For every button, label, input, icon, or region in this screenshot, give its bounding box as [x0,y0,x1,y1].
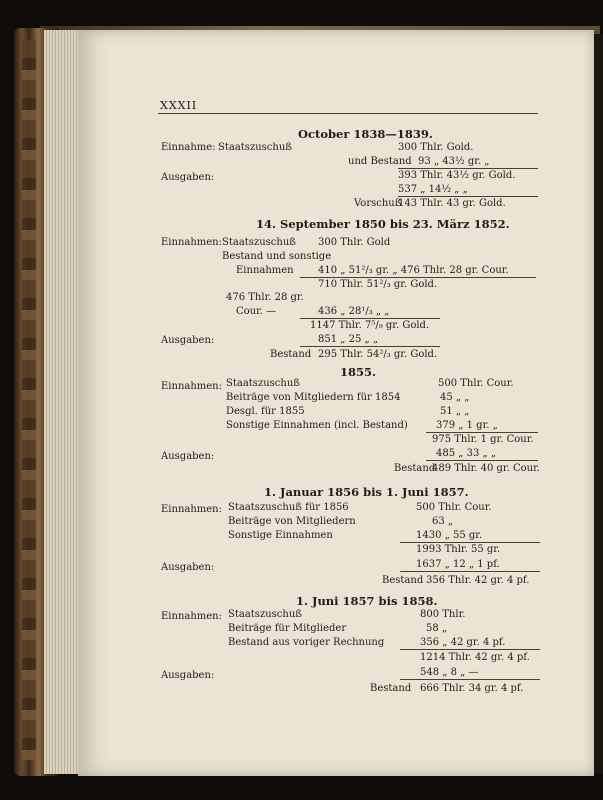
section-title: 1855. [340,365,377,379]
sum-rule [398,168,538,169]
page-number: XXXII [160,99,198,112]
row-text: Beiträge von Mitgliedern für 1854 [226,392,401,403]
row-label: Ausgaben: [161,335,215,346]
section-title: October 1838—1839. [298,127,433,141]
row-text: Vorschuß [354,198,402,209]
row-label: Einnahme: [161,142,216,153]
row-text: Bestand und sonstige [222,251,332,262]
row-label: Ausgaben: [161,451,215,462]
row-values: 500 Thlr. Cour. [438,378,514,389]
row-values: 58 „ [426,623,448,634]
row-values: 356 Thlr. 42 gr. 4 pf. [426,575,530,586]
row-text: Beiträge von Mitgliedern [228,516,356,527]
row-values: 300 Thlr. Gold. [398,142,474,153]
row-label: Einnahmen: [161,611,222,622]
row-label: Ausgaben: [161,670,215,681]
row-values: 45 „ „ [440,392,470,403]
sum-rule [400,542,540,543]
sum-rule [400,571,540,572]
row-text: Staatszuschuß [222,237,296,248]
row-values: 1430 „ 55 gr. [416,530,483,541]
row-text: Desgl. für 1855 [226,406,305,417]
row-values: 537 „ 14½ „ „ [398,184,468,195]
section-title: 1. Januar 1856 bis 1. Juni 1857. [264,485,469,499]
row-values: 548 „ 8 „ — [420,667,479,678]
section-title: 1. Juni 1857 bis 1858. [296,594,438,608]
row-values: 666 Thlr. 34 gr. 4 pf. [420,683,524,694]
row-values: 1147 Thlr. 7⁵/₉ gr. Gold. [310,320,430,331]
row-values: 1214 Thlr. 42 gr. 4 pf. [420,652,530,663]
row-text: Staatszuschuß [226,378,300,389]
row-values: 295 Thlr. 54²/₃ gr. Gold. [318,349,438,360]
sum-rule [400,649,540,650]
row-values: 710 Thlr. 51²/₃ gr. Gold. [318,279,438,290]
sum-rule [300,346,440,347]
row-text: und Bestand [348,156,412,167]
sum-rule [300,277,536,278]
sum-rule [400,679,540,680]
row-text: Staatszuschuß [218,142,292,153]
row-values: 51 „ „ [440,406,470,417]
row-text: Sonstige Einnahmen (incl. Bestand) [226,420,408,431]
row-values: 379 „ 1 gr. „ [436,420,498,431]
book-spine [22,40,36,760]
row-values: 975 Thlr. 1 gr. Cour. [432,434,534,445]
sum-rule [426,432,538,433]
row-text: Staatszuschuß [228,609,302,620]
sum-rule [398,196,538,197]
sum-rule [426,460,538,461]
row-label: Einnahmen: [161,237,222,248]
row-text: Sonstige Einnahmen [228,530,333,541]
header-rule [158,113,538,114]
row-values: 800 Thlr. [420,609,466,620]
row-values: 489 Thlr. 40 gr. Cour. [432,463,540,474]
row-values: 1637 „ 12 „ 1 pf. [416,559,500,570]
row-values: 356 „ 42 gr. 4 pf. [420,637,506,648]
row-text: Bestand [394,463,436,474]
row-values: 300 Thlr. Gold [318,237,391,248]
row-values: 436 „ 28¹/₃ „ „ [318,306,390,317]
row-values: 93 „ 43½ gr. „ [418,156,490,167]
row-values: 1993 Thlr. 55 gr. [416,544,501,555]
row-label: Einnahmen: [161,504,222,515]
row-values: 63 „ [432,516,454,527]
row-values: 393 Thlr. 43½ gr. Gold. [398,170,516,181]
sum-rule [300,318,440,319]
row-text: Staatszuschuß für 1856 [228,502,349,513]
row-text: Bestand aus voriger Rechnung [228,637,385,648]
row-text: 476 Thlr. 28 gr. [226,292,304,303]
right-shadow [594,34,603,774]
row-text: Bestand [370,683,412,694]
row-text: Bestand [270,349,312,360]
row-label: Einnahmen: [161,381,222,392]
row-values: 485 „ 33 „ „ [436,448,497,459]
row-values: 851 „ 25 „ „ [318,334,379,345]
row-values: 500 Thlr. Cour. [416,502,492,513]
row-text: Bestand [382,575,424,586]
row-text: Beiträge für Mitglieder [228,623,347,634]
row-values: 143 Thlr. 43 gr. Gold. [398,198,506,209]
row-label: Ausgaben: [161,172,215,183]
row-text: Cour. — [236,306,277,317]
row-text: Einnahmen [236,265,294,276]
row-values: 410 „ 51²/₃ gr. „ 476 Thlr. 28 gr. Cour. [318,265,509,276]
row-label: Ausgaben: [161,562,215,573]
section-title: 14. September 1850 bis 23. März 1852. [256,217,510,231]
